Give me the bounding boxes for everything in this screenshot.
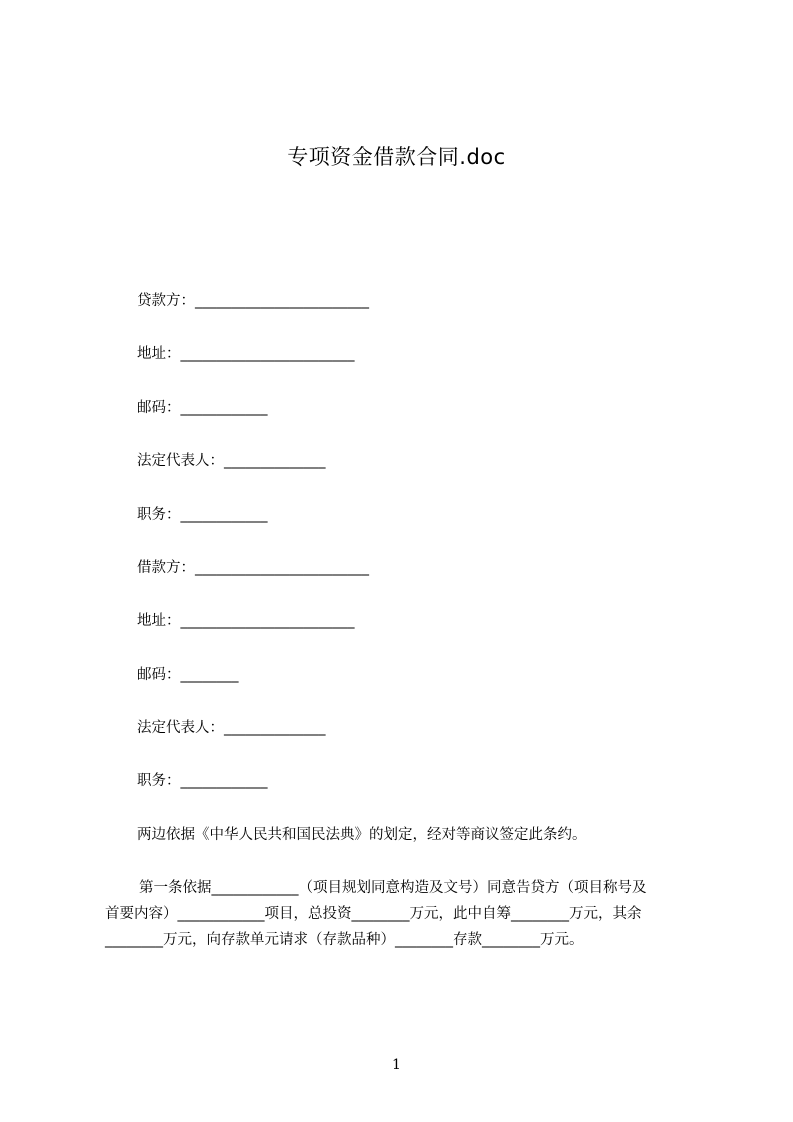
lender-legal-rep-field (137, 451, 326, 471)
borrower-position-field (137, 771, 268, 791)
article-1-line-1: 第一条依据____________（项目规划同意构造及文号）同意告贷方（项目称号及 (139, 880, 647, 896)
lender-name-label: 贷款方： (137, 293, 195, 309)
borrower-address-field (137, 611, 355, 631)
lender-postcode-blank: ____________ (180, 400, 268, 416)
borrower-position-label: 职务： (137, 773, 181, 789)
article-1-line-3: ________万元，向存款单元请求（存款品种）________存款________万元。 (105, 932, 584, 948)
lender-position-blank: ____________ (180, 507, 268, 523)
preamble-paragraph: 两边依据《中华人民共和国民法典》的划定，经对等商议签定此条约。 (137, 827, 587, 843)
article-1-line-2: 首要内容）____________项目，总投资________万元，此中自筹________万元，其余 (105, 906, 642, 922)
borrower-address-label: 地址： (137, 613, 181, 629)
article-1-paragraph (105, 875, 705, 953)
borrower-legal-rep-blank: ______________ (224, 720, 326, 736)
document-title: 专项资金借款合同.doc (287, 145, 506, 169)
lender-address-blank: ________________________ (180, 346, 355, 362)
borrower-address-blank: ________________________ (180, 613, 355, 629)
lender-name-field (137, 291, 369, 311)
lender-legal-rep-blank: ______________ (224, 453, 326, 469)
borrower-postcode-field (137, 665, 239, 685)
borrower-postcode-blank: ________ (180, 667, 239, 683)
borrower-name-blank: ________________________ (195, 560, 369, 576)
lender-postcode-label: 邮码： (137, 400, 181, 416)
page-number: 1 (392, 1057, 401, 1073)
lender-position-field (137, 505, 268, 525)
borrower-name-label: 借款方： (137, 560, 195, 576)
borrower-position-blank: ____________ (180, 773, 268, 789)
borrower-name-field (137, 558, 369, 578)
borrower-legal-rep-label: 法定代表人： (137, 720, 224, 736)
borrower-legal-rep-field (137, 718, 326, 738)
lender-address-field (137, 344, 355, 364)
lender-postcode-field (137, 398, 268, 418)
lender-address-label: 地址： (137, 346, 181, 362)
lender-legal-rep-label: 法定代表人： (137, 453, 224, 469)
borrower-postcode-label: 邮码： (137, 667, 181, 683)
lender-name-blank: ________________________ (195, 293, 369, 309)
lender-position-label: 职务： (137, 507, 181, 523)
